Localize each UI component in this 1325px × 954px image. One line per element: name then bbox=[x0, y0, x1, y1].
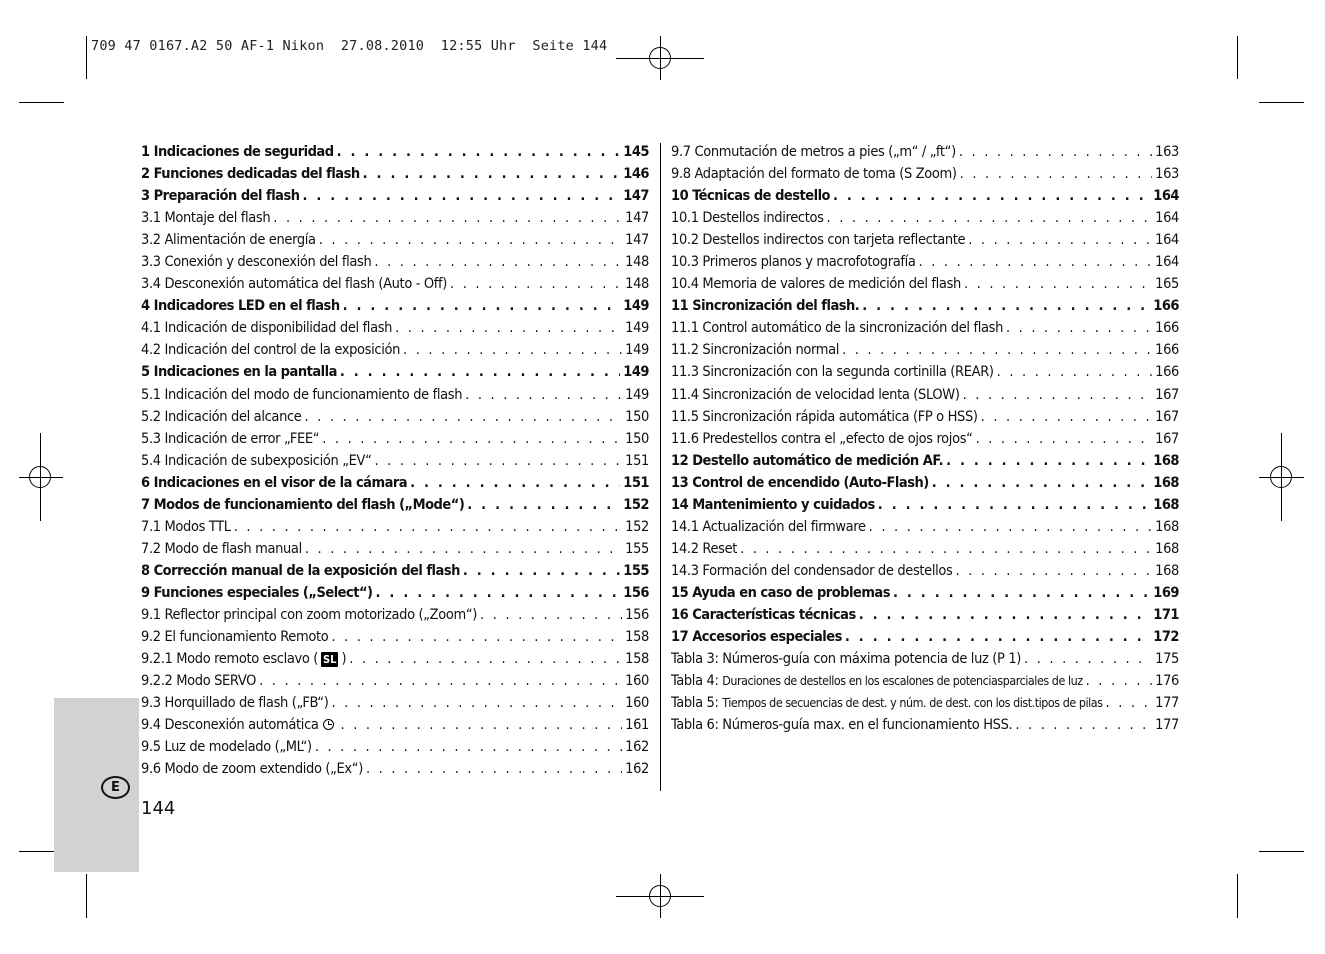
toc-entry-page: 164 bbox=[1155, 210, 1179, 227]
toc-entry-page: 168 bbox=[1155, 562, 1179, 579]
toc-entry[interactable] bbox=[671, 519, 1179, 541]
toc-entry-label bbox=[141, 717, 338, 733]
toc-leader-dots bbox=[960, 166, 1153, 182]
toc-entry-label: 4.2 Indicación del control de la exposición bbox=[141, 342, 401, 359]
toc-entry-label: 10.3 Primeros planos y macrofotografía bbox=[671, 254, 916, 271]
toc-entry-label: 12 Destello automático de medición AF. bbox=[671, 452, 944, 469]
toc-leader-dots bbox=[341, 717, 623, 733]
toc-entry-page: 169 bbox=[1153, 584, 1179, 601]
toc-entry[interactable] bbox=[141, 254, 649, 276]
toc-entry[interactable] bbox=[141, 651, 649, 673]
toc-leader-dots bbox=[349, 651, 622, 667]
toc-entry[interactable] bbox=[671, 254, 1179, 276]
toc-entry-page: 149 bbox=[625, 342, 649, 359]
toc-entry[interactable] bbox=[141, 695, 649, 717]
toc-leader-dots bbox=[845, 629, 1150, 645]
toc-entry-page: 172 bbox=[1153, 629, 1179, 646]
toc-entry-label: 3.2 Alimentación de energía bbox=[141, 232, 316, 249]
toc-leader-dots bbox=[403, 342, 622, 358]
toc-entry[interactable] bbox=[671, 607, 1179, 629]
toc-entry-page: 162 bbox=[625, 761, 649, 778]
toc-entry[interactable] bbox=[141, 563, 649, 585]
crop-mark-top-left-h bbox=[19, 102, 64, 103]
toc-entry-page: 149 bbox=[625, 386, 649, 403]
page-number: 144 bbox=[141, 798, 176, 819]
toc-entry[interactable] bbox=[671, 387, 1179, 409]
toc-leader-dots bbox=[331, 695, 622, 711]
toc-entry-label: 9.2 El funcionamiento Remoto bbox=[141, 629, 329, 646]
toc-entry-label-small: Tiempos de secuencias de dest. y núm. de dest. con los dist.tipos de pilas bbox=[722, 695, 1103, 711]
toc-entry-label: 3.4 Desconexión automática del flash (Auto - Off) bbox=[141, 276, 448, 293]
toc-entry[interactable] bbox=[141, 409, 649, 431]
toc-entry-label: 9.6 Modo de zoom extendido („Ex“) bbox=[141, 761, 363, 778]
toc-leader-dots bbox=[319, 232, 622, 248]
toc-entry-label: 2 Funciones dedicadas del flash bbox=[141, 166, 360, 183]
toc-entry[interactable] bbox=[141, 629, 649, 651]
toc-leader-dots bbox=[259, 673, 622, 689]
toc-entry-label: 8 Corrección manual de la exposición del flash bbox=[141, 562, 460, 579]
toc-entry[interactable] bbox=[671, 453, 1179, 475]
toc-entry[interactable] bbox=[141, 475, 649, 497]
toc-leader-dots bbox=[337, 144, 621, 160]
toc-leader-dots bbox=[467, 497, 620, 513]
toc-entry-page: 147 bbox=[625, 232, 649, 249]
toc-entry-label: 9 Funciones especiales („Select“) bbox=[141, 584, 373, 601]
crop-mark-top-left-v bbox=[86, 36, 87, 79]
toc-entry-page: 175 bbox=[1155, 651, 1179, 668]
toc-entry-page: 168 bbox=[1155, 540, 1179, 557]
toc-entry-page: 155 bbox=[623, 562, 649, 579]
toc-entry[interactable] bbox=[671, 276, 1179, 298]
toc-entry[interactable] bbox=[141, 607, 649, 629]
toc-entry[interactable] bbox=[671, 629, 1179, 651]
toc-leader-dots bbox=[1006, 320, 1152, 336]
toc-entry-page: 160 bbox=[625, 695, 649, 712]
toc-leader-dots bbox=[859, 607, 1151, 623]
toc-entry[interactable] bbox=[141, 585, 649, 607]
toc-entry-page: 149 bbox=[625, 320, 649, 337]
toc-right-column bbox=[671, 144, 1179, 739]
toc-entry-page: 160 bbox=[625, 673, 649, 690]
toc-entry[interactable] bbox=[141, 739, 649, 761]
crop-mark-bottom-right-v bbox=[1237, 874, 1238, 918]
toc-entry-page: 148 bbox=[625, 254, 649, 271]
toc-leader-dots bbox=[963, 387, 1153, 403]
toc-entry[interactable] bbox=[671, 188, 1179, 210]
toc-entry[interactable] bbox=[141, 519, 649, 541]
toc-leader-dots bbox=[740, 541, 1152, 557]
toc-entry-label-text: 9.2.1 Modo remoto esclavo ( bbox=[141, 651, 319, 668]
toc-entry-label: 16 Características técnicas bbox=[671, 606, 856, 623]
toc-entry-page: 146 bbox=[623, 166, 649, 183]
toc-entry[interactable] bbox=[141, 497, 649, 519]
toc-leader-dots bbox=[842, 342, 1152, 358]
toc-entry[interactable] bbox=[141, 298, 649, 320]
toc-entry-page: 150 bbox=[625, 408, 649, 425]
toc-entry-page: 177 bbox=[1155, 717, 1179, 734]
toc-entry-page: 167 bbox=[1155, 408, 1179, 425]
toc-entry[interactable] bbox=[141, 342, 649, 364]
toc-entry-page: 163 bbox=[1155, 144, 1179, 160]
toc-entry[interactable] bbox=[141, 761, 649, 783]
toc-entry-label: 10 Técnicas de destello bbox=[671, 188, 831, 205]
toc-entry-label: 11.6 Predestellos contra el „efecto de ojos rojos“ bbox=[671, 430, 973, 447]
toc-leader-dots bbox=[893, 585, 1150, 601]
toc-entry-page: 166 bbox=[1155, 364, 1179, 381]
toc-entry-label-text: Tabla 5: bbox=[671, 695, 723, 712]
toc-leader-dots bbox=[976, 431, 1153, 447]
toc-entry[interactable] bbox=[671, 541, 1179, 563]
toc-entry-page: 166 bbox=[1155, 342, 1179, 359]
toc-entry-label: 5.2 Indicación del alcance bbox=[141, 408, 302, 425]
toc-entry-label: 11.3 Sincronización con la segunda cortinilla (REAR) bbox=[671, 364, 994, 381]
toc-entry[interactable] bbox=[671, 673, 1179, 695]
toc-entry-label: 9.2.2 Modo SERVO bbox=[141, 673, 257, 690]
toc-leader-dots bbox=[1086, 673, 1153, 689]
toc-entry[interactable] bbox=[141, 364, 649, 386]
toc-leader-dots bbox=[968, 232, 1152, 248]
toc-leader-dots bbox=[410, 475, 620, 491]
toc-entry[interactable] bbox=[671, 563, 1179, 585]
toc-entry[interactable] bbox=[671, 320, 1179, 342]
toc-entry-page: 163 bbox=[1155, 166, 1179, 183]
toc-entry-label: 11.1 Control automático de la sincronización del flash bbox=[671, 320, 1003, 337]
toc-entry[interactable] bbox=[141, 166, 649, 188]
toc-entry-label: 5.4 Indicación de subexposición „EV“ bbox=[141, 452, 372, 469]
toc-entry-label bbox=[671, 673, 1083, 689]
toc-entry[interactable] bbox=[141, 210, 649, 232]
toc-entry[interactable] bbox=[671, 409, 1179, 431]
toc-leader-dots bbox=[331, 629, 622, 645]
toc-leader-dots bbox=[374, 254, 622, 270]
toc-entry-page: 166 bbox=[1153, 298, 1179, 315]
toc-entry-page: 165 bbox=[1155, 276, 1179, 293]
toc-entry-label: 11 Sincronización del flash. bbox=[671, 298, 860, 315]
toc-leader-dots bbox=[964, 276, 1152, 292]
toc-leader-dots bbox=[305, 541, 622, 557]
toc-entry-page: 161 bbox=[625, 717, 649, 734]
toc-entry-page: 152 bbox=[625, 518, 649, 535]
toc-entry[interactable] bbox=[671, 497, 1179, 519]
toc-entry[interactable] bbox=[671, 717, 1179, 739]
toc-entry[interactable] bbox=[671, 431, 1179, 453]
column-divider bbox=[660, 143, 661, 791]
toc-leader-dots bbox=[869, 519, 1152, 535]
toc-entry-page: 168 bbox=[1155, 518, 1179, 535]
toc-entry-page: 155 bbox=[625, 540, 649, 557]
toc-entry-label: 14.3 Formación del condensador de destellos bbox=[671, 562, 953, 579]
toc-entry[interactable] bbox=[141, 453, 649, 475]
toc-leader-dots bbox=[955, 563, 1152, 579]
toc-entry-label: 14 Mantenimiento y cuidados bbox=[671, 496, 875, 513]
toc-leader-dots bbox=[465, 387, 622, 403]
toc-entry-label: 11.5 Sincronización rápida automática (FP o HSS) bbox=[671, 408, 978, 425]
toc-entry[interactable] bbox=[671, 475, 1179, 497]
toc-leader-dots bbox=[878, 497, 1150, 513]
crop-mark-top-right-h bbox=[1259, 102, 1304, 103]
toc-entry-page: 167 bbox=[1155, 386, 1179, 403]
toc-entry[interactable] bbox=[671, 166, 1179, 188]
toc-entry-page: 149 bbox=[623, 298, 649, 315]
toc-entry-label bbox=[671, 695, 1103, 711]
toc-leader-dots bbox=[981, 409, 1153, 425]
toc-leader-dots bbox=[376, 585, 621, 601]
toc-entry-page: 151 bbox=[623, 474, 649, 491]
toc-entry-page: 151 bbox=[625, 452, 649, 469]
toc-entry[interactable] bbox=[671, 695, 1179, 717]
toc-leader-dots bbox=[303, 188, 621, 204]
clock-icon bbox=[323, 719, 334, 730]
toc-entry-page: 167 bbox=[1155, 430, 1179, 447]
toc-entry[interactable] bbox=[671, 585, 1179, 607]
toc-leader-dots bbox=[363, 166, 621, 182]
toc-entry-page: 168 bbox=[1153, 496, 1179, 513]
toc-leader-dots bbox=[375, 453, 623, 469]
toc-entry-label: 10.4 Memoria de valores de medición del flash bbox=[671, 276, 961, 293]
toc-entry-page: 171 bbox=[1153, 606, 1179, 623]
toc-entry[interactable] bbox=[671, 144, 1179, 166]
toc-entry-page: 162 bbox=[625, 739, 649, 756]
toc-leader-dots bbox=[322, 431, 622, 447]
toc-entry-page: 158 bbox=[625, 651, 649, 668]
toc-entry-page: 147 bbox=[625, 210, 649, 227]
toc-entry-page: 177 bbox=[1155, 695, 1179, 712]
toc-entry[interactable] bbox=[141, 717, 649, 739]
toc-entry-label: 7.2 Modo de flash manual bbox=[141, 540, 302, 557]
toc-leader-dots bbox=[343, 298, 621, 314]
toc-entry-label: 9.8 Adaptación del formato de toma (S Zoom) bbox=[671, 166, 957, 183]
toc-entry-label: 14.1 Actualización del firmware bbox=[671, 518, 866, 535]
toc-leader-dots bbox=[833, 188, 1150, 204]
toc-entry-label-text: 9.4 Desconexión automática bbox=[141, 717, 319, 734]
toc-entry-label: 4.1 Indicación de disponibilidad del flash bbox=[141, 320, 393, 337]
toc-entry-label bbox=[141, 651, 346, 667]
toc-leader-dots bbox=[234, 519, 622, 535]
toc-entry-page: 176 bbox=[1155, 673, 1179, 690]
toc-entry-label: 6 Indicaciones en el visor de la cámara bbox=[141, 474, 408, 491]
toc-entry-label: 3.1 Montaje del flash bbox=[141, 210, 271, 227]
toc-entry-page: 152 bbox=[623, 496, 649, 513]
toc-entry[interactable] bbox=[141, 188, 649, 210]
crop-mark-bottom-left-v bbox=[86, 874, 87, 918]
toc-entry-page: 164 bbox=[1155, 232, 1179, 249]
toc-entry-label: 14.2 Reset bbox=[671, 540, 738, 557]
toc-entry[interactable] bbox=[141, 276, 649, 298]
toc-entry[interactable] bbox=[671, 232, 1179, 254]
crop-mark-top-right-v bbox=[1237, 36, 1238, 79]
toc-entry-label: Tabla 6: Números-guía max. en el funcionamiento HSS. bbox=[671, 717, 1013, 734]
toc-entry-label-small: Duraciones de destellos en los escalones de potenciasparciales de luz bbox=[722, 673, 1083, 689]
slave-mode-sl-icon: SL bbox=[323, 653, 337, 667]
toc-leader-dots bbox=[315, 739, 622, 755]
toc-entry[interactable] bbox=[671, 364, 1179, 386]
toc-entry-label: 3.3 Conexión y desconexión del flash bbox=[141, 254, 372, 271]
toc-entry-label: Tabla 3: Números-guía con máxima potencia de luz (P 1) bbox=[671, 651, 1022, 668]
toc-entry-label: 15 Ayuda en caso de problemas bbox=[671, 584, 891, 601]
toc-entry-page: 158 bbox=[625, 629, 649, 646]
toc-entry-label-text: Tabla 4: bbox=[671, 673, 723, 690]
toc-entry[interactable] bbox=[671, 651, 1179, 673]
toc-leader-dots bbox=[997, 364, 1152, 380]
toc-entry-label: 13 Control de encendido (Auto-Flash) bbox=[671, 474, 929, 491]
toc-leader-dots bbox=[959, 144, 1152, 160]
toc-entry-page: 168 bbox=[1153, 474, 1179, 491]
toc-leader-dots bbox=[366, 761, 622, 777]
toc-entry-label: 3 Preparación del flash bbox=[141, 188, 300, 205]
toc-entry[interactable] bbox=[141, 541, 649, 563]
toc-entry[interactable] bbox=[671, 210, 1179, 232]
toc-entry-page: 145 bbox=[623, 144, 649, 160]
language-badge: E bbox=[101, 776, 130, 799]
toc-entry-page: 164 bbox=[1153, 188, 1179, 205]
toc-entry-label: 9.5 Luz de modelado („ML“) bbox=[141, 739, 312, 756]
toc-entry[interactable] bbox=[671, 342, 1179, 364]
toc-entry-page: 168 bbox=[1153, 452, 1179, 469]
toc-entry-label: 10.1 Destellos indirectos bbox=[671, 210, 824, 227]
toc-entry-label: 11.2 Sincronización normal bbox=[671, 342, 840, 359]
toc-entry[interactable] bbox=[141, 144, 649, 166]
toc-entry[interactable] bbox=[141, 232, 649, 254]
toc-entry-label: 9.7 Conmutación de metros a pies („m“ / „ft“) bbox=[671, 144, 956, 160]
toc-leader-dots bbox=[1024, 651, 1152, 667]
toc-entry-label: 7 Modos de funcionamiento del flash („Mode“) bbox=[141, 496, 465, 513]
toc-entry-page: 148 bbox=[625, 276, 649, 293]
toc-leader-dots bbox=[273, 210, 622, 226]
toc-entry-label: 10.2 Destellos indirectos con tarjeta reflectante bbox=[671, 232, 966, 249]
toc-entry[interactable] bbox=[141, 387, 649, 409]
crop-mark-bottom-right-h bbox=[1259, 851, 1304, 852]
toc-entry-label: 9.1 Reflector principal con zoom motorizado („Zoom“) bbox=[141, 606, 478, 623]
toc-entry[interactable] bbox=[141, 431, 649, 453]
toc-entry[interactable] bbox=[671, 298, 1179, 320]
toc-entry-page: 164 bbox=[1155, 254, 1179, 271]
toc-leader-dots bbox=[932, 475, 1151, 491]
print-header: 709 47 0167.A2 50 AF-1 Nikon 27.08.2010 12:55 Uhr Seite 144 bbox=[91, 38, 608, 54]
toc-entry-label: 5.3 Indicación de error „FEE“ bbox=[141, 430, 320, 447]
toc-leader-dots bbox=[1015, 717, 1152, 733]
toc-entry-page: 166 bbox=[1155, 320, 1179, 337]
toc-leader-dots bbox=[827, 210, 1153, 226]
toc-entry[interactable] bbox=[141, 673, 649, 695]
toc-leader-dots bbox=[340, 364, 620, 380]
toc-leader-dots bbox=[862, 298, 1150, 314]
toc-entry-label-text: ) bbox=[341, 651, 347, 668]
toc-entry-page: 147 bbox=[623, 188, 649, 205]
toc-entry[interactable] bbox=[141, 320, 649, 342]
toc-leader-dots bbox=[463, 563, 620, 579]
toc-entry-label: 11.4 Sincronización de velocidad lenta (SLOW) bbox=[671, 386, 960, 403]
toc-entry-label: 4 Indicadores LED en el flash bbox=[141, 298, 340, 315]
toc-leader-dots bbox=[305, 409, 623, 425]
toc-entry-label: 7.1 Modos TTL bbox=[141, 518, 231, 535]
toc-entry-label: 5 Indicaciones en la pantalla bbox=[141, 364, 337, 381]
toc-left-column bbox=[141, 144, 649, 783]
toc-entry-label: 17 Accesorios especiales bbox=[671, 629, 842, 646]
toc-entry-label: 1 Indicaciones de seguridad bbox=[141, 144, 334, 160]
toc-entry-page: 156 bbox=[625, 606, 649, 623]
toc-entry-page: 150 bbox=[625, 430, 649, 447]
toc-leader-dots bbox=[395, 320, 622, 336]
toc-leader-dots bbox=[946, 453, 1150, 469]
toc-entry-page: 149 bbox=[623, 364, 649, 381]
toc-entry-label: 9.3 Horquillado de flash („FB“) bbox=[141, 695, 329, 712]
toc-leader-dots bbox=[480, 607, 622, 623]
toc-entry-label: 5.1 Indicación del modo de funcionamiento de flash bbox=[141, 386, 463, 403]
toc-entry-page: 156 bbox=[623, 584, 649, 601]
toc-leader-dots bbox=[1106, 695, 1153, 711]
toc-leader-dots bbox=[919, 254, 1153, 270]
toc-leader-dots bbox=[450, 276, 622, 292]
